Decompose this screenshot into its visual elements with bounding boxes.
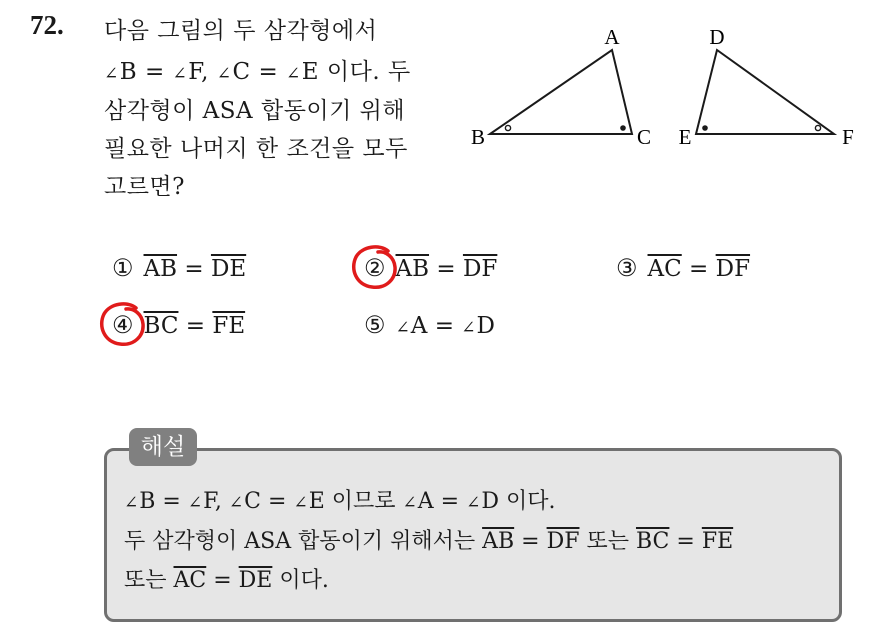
- vertex-label-d: D: [709, 25, 725, 49]
- question-line-2: [104, 53, 411, 86]
- solution-text: B =: [139, 489, 188, 514]
- angle-symbol: ∠: [124, 493, 139, 513]
- triangle-abc: [490, 50, 632, 134]
- angle-label: D: [476, 313, 495, 339]
- triangle-def: [696, 50, 834, 134]
- segment-label: $\overline{FE}$: [701, 529, 734, 554]
- question-line-3: 삼각형이 ASA 합동이기 위해: [104, 98, 406, 124]
- solution-tab: 해설: [129, 428, 197, 466]
- vertex-label-c: C: [636, 125, 652, 149]
- solution-text: 또는: [579, 529, 636, 554]
- solution-text: 또는: [124, 568, 174, 593]
- answer-circle-mark: [98, 300, 150, 350]
- angle-mark-e: [702, 125, 708, 131]
- segment-label: $\overline{AB}$: [395, 256, 430, 282]
- answer-circle-mark: [350, 243, 402, 293]
- option-marker: ⑤: [364, 311, 386, 339]
- angle-mark-c: [620, 125, 626, 131]
- equals-sign: =: [206, 568, 239, 593]
- angle-symbol: ∠: [172, 64, 188, 84]
- solution-text: 두 삼각형이 ASA 합동이기 위해서는: [124, 529, 483, 554]
- vertex-label-f: F: [842, 125, 854, 149]
- angle-symbol: ∠: [402, 493, 417, 513]
- option-3[interactable]: [616, 254, 750, 282]
- angle-label: A: [410, 313, 428, 339]
- angle-mark-f: [815, 125, 820, 130]
- segment-label: $\overline{AB}$: [482, 529, 515, 554]
- question-text: B =: [119, 59, 173, 85]
- solution-line-2: [124, 524, 733, 555]
- equals-sign: =: [669, 529, 702, 554]
- option-5[interactable]: [364, 311, 495, 339]
- question-line-1: 다음 그림의 두 삼각형에서: [104, 18, 378, 44]
- question-line-5: 고르면?: [104, 174, 185, 200]
- segment-label: $\overline{FE}$: [212, 313, 246, 339]
- angle-symbol: ∠: [187, 493, 203, 513]
- equals-sign: =: [427, 313, 462, 339]
- segment-label: $\overline{DE}$: [210, 256, 247, 282]
- question-line-4: 필요한 나머지 한 조건을 모두: [104, 136, 408, 162]
- equals-sign: =: [177, 256, 211, 282]
- solution-line-1: [124, 484, 555, 515]
- segment-label: $\overline{BC}$: [635, 529, 670, 554]
- segment-label: $\overline{DE}$: [238, 568, 273, 593]
- triangles-figure: [460, 20, 884, 160]
- segment-label: $\overline{BC}$: [143, 313, 179, 339]
- solution-text: D 이다.: [481, 489, 556, 514]
- angle-symbol: ∠: [395, 318, 410, 338]
- option-marker: ④: [112, 311, 134, 339]
- angle-symbol: ∠: [466, 493, 481, 513]
- angle-symbol: ∠: [293, 493, 308, 513]
- option-marker: ③: [616, 254, 638, 282]
- question-text: E 이다. 두: [301, 59, 411, 85]
- segment-label: $\overline{AB}$: [143, 256, 178, 282]
- question-text: F,: [188, 59, 217, 85]
- segment-label: $\overline{DF}$: [546, 529, 580, 554]
- equals-sign: =: [178, 313, 213, 339]
- vertex-label-b: B: [470, 125, 486, 149]
- angle-symbol: ∠: [461, 318, 476, 338]
- solution-text: E 이므로: [308, 489, 403, 514]
- option-marker: ②: [364, 254, 386, 282]
- angle-mark-b: [505, 125, 510, 130]
- segment-label: $\overline{AC}$: [173, 568, 207, 593]
- solution-text: A =: [417, 489, 467, 514]
- solution-text: 이다.: [272, 568, 329, 593]
- angle-symbol: ∠: [104, 64, 119, 84]
- option-marker: ①: [112, 254, 134, 282]
- solution-text: F,: [203, 489, 229, 514]
- solution-line-3: [124, 563, 329, 594]
- equals-sign: =: [514, 529, 547, 554]
- question-text: C =: [232, 59, 287, 85]
- solution-text: C =: [244, 489, 294, 514]
- segment-label: $\overline{AC}$: [647, 256, 682, 282]
- equals-sign: =: [681, 256, 716, 282]
- equals-sign: =: [429, 256, 463, 282]
- angle-symbol: ∠: [286, 64, 301, 84]
- angle-symbol: ∠: [228, 493, 244, 513]
- segment-label: $\overline{DF}$: [715, 256, 751, 282]
- vertex-label-e: E: [678, 125, 692, 149]
- angle-symbol: ∠: [216, 64, 232, 84]
- option-1[interactable]: [112, 254, 246, 282]
- problem-number: 72.: [30, 10, 64, 40]
- vertex-label-a: A: [604, 25, 620, 49]
- segment-label: $\overline{DF}$: [462, 256, 498, 282]
